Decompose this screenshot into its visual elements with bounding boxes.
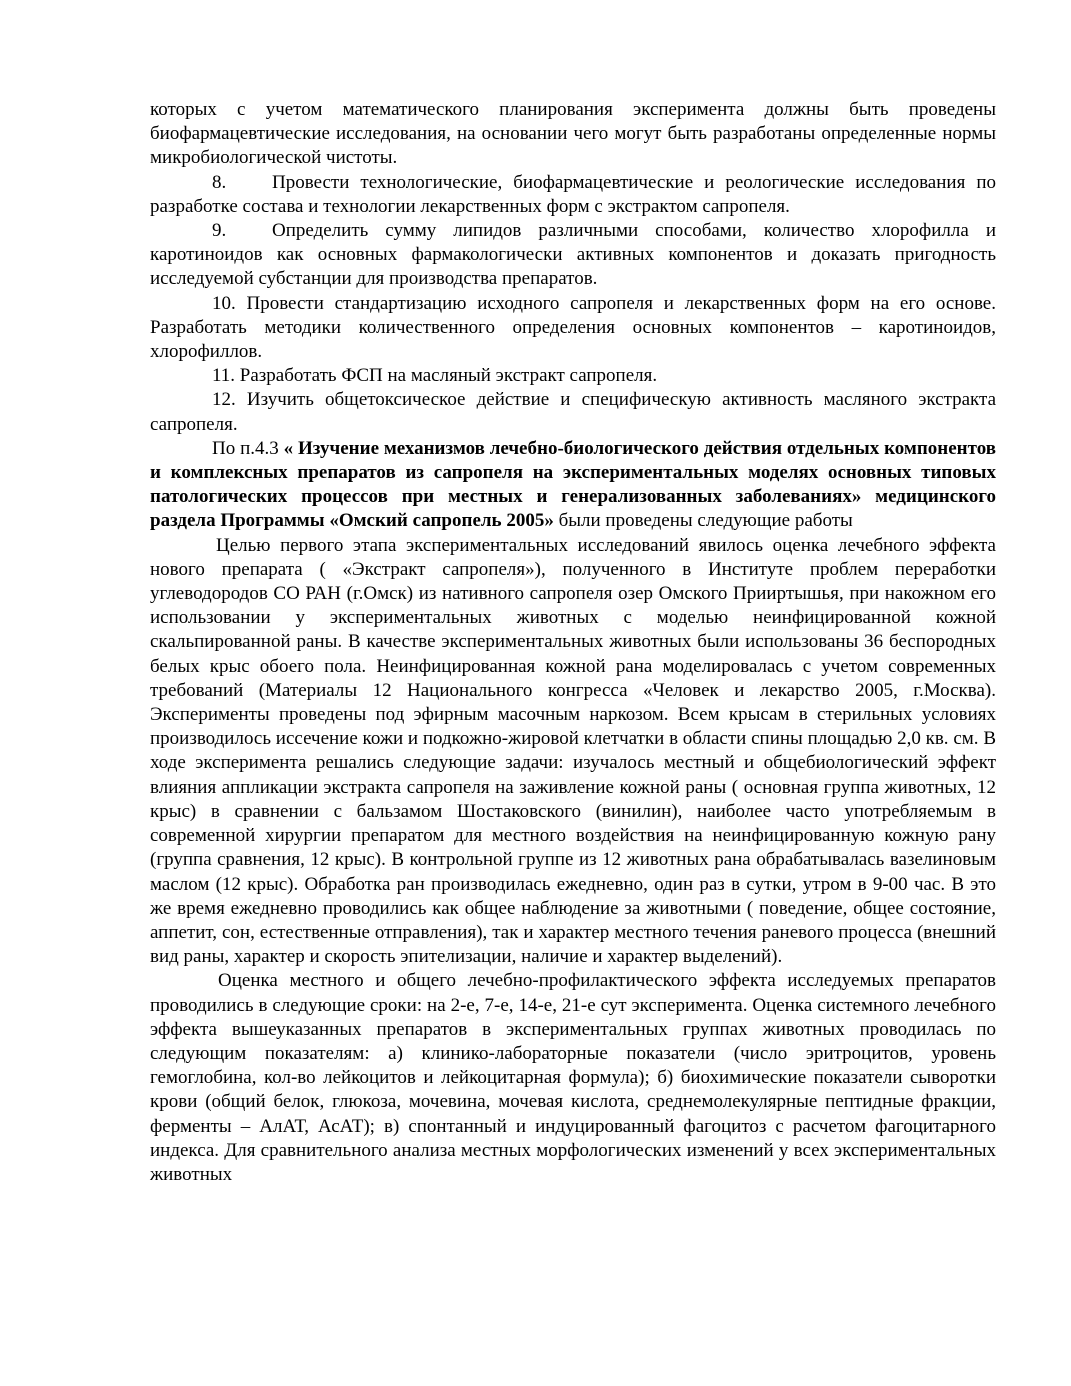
list-item-text: Определить сумму липидов различными способами, количество хлорофилла и каротиноидов как основных фармакологически активных компонентов и доказать пригодность исследуемой субстанции для производства препаратов. <box>150 220 996 290</box>
body-paragraph-evaluation: Оценка местного и общего лечебно-профилактического эффекта исследуемых препаратов проводились в следующие сроки: на 2-е, 7-е, 14-е, 21-е сут эксперимента. Оценка системного лечебного эффекта вышеуказанных препаратов в экспериментальных группах животных проводилась по следующим показателям: а) клинико-лабораторные показатели (число эритроцитов, уровень гемоглобина, кол-во лейкоцитов и лейкоцитарная формула); б) биохимические показатели сыворотки крови (общий белок, глюкоза, мочевина, мочевая кислота, среднемолекулярные пептидные фракции, ферменты – АлАТ, АсАТ); в) спонтанный и индуцированный фагоцитоз с расчетом фагоцитарного индекса. Для сравнительного анализа местных морфологических изменений у всех экспериментальных животных <box>150 970 996 1185</box>
list-item-text: Провести технологические, биофармацевтические и реологические исследования по разработке состава и технологии лекарственных форм с экстрактом сапропеля. <box>150 171 996 217</box>
list-item-9 <box>150 219 996 292</box>
section-prefix: По п.4.3 <box>212 437 284 459</box>
list-number: 8. <box>212 171 227 193</box>
paragraph-continuation: которых с учетом математического планирования эксперимента должны быть проведены биофармацевтические исследования, на основании чего могут быть разработаны определенные нормы микробиологической чистоты. <box>150 99 996 169</box>
list-item-8 <box>150 171 996 219</box>
body-paragraph-goal: Целью первого этапа экспериментальных исследований явилось оценка лечебного эффекта нового препарата ( «Экстракт сапропеля»), полученного в Институте проблем переработки углеводородов СО РАН (г.Омск) из нативного сапропеля озер Омского Прииртышья, при накожном его использовании у экспериментальных животных с моделью неинфицированной кожной скальпированной раны. В качестве экспериментальных животных были использованы 36 беспородных белых крыс обоего пола. Неинфицированная кожной рана моделировалась с учетом современных требований (Материалы 12 Национального конгресса «Человек и лекарство 2005, г.Москва). Эксперименты проведены под эфирным масочным наркозом. Всем крысам в стерильных условиях производилось иссечение кожи и подкожно-жировой клетчатки в области спины площадью 2,0 кв. см. В ходе эксперимента решались следующие задачи: изучалось местный и общебиологический эффект влияния аппликации экстракта сапропеля на заживление кожной раны ( основная группа животных, 12 крыс) в сравнении с бальзамом Шостаковского (винилин), наиболее часто употребляемым в современной хирургии препаратом для местного воздействия на неинфицированную кожную рану (группа сравнения, 12 крыс). В контрольной группе из 12 животных рана обрабатывалась вазелиновым маслом (12 крыс). Обработка ран производилась ежедневно, один раз в сутки, утром в 9-00 час. В это же время ежедневно проводились как общее наблюдение за животными ( поведение, общее состояние, аппетит, сон, естественные отправления), так и характер местного течения раневого процесса (внешний вид раны, характер и скорость эпителизации, наличие и характер выделений). <box>150 534 996 968</box>
section-suffix: были проведены следующие работы <box>553 510 853 532</box>
list-item-10: 10. Провести стандартизацию исходного сапропеля и лекарственных форм на его основе. Разработать методики количественного определения основных компонентов – каротиноидов, хлорофиллов. <box>150 292 996 363</box>
list-item-12: 12. Изучить общетоксическое действие и специфическую активность масляного экстракта сапропеля. <box>150 389 996 435</box>
document-page <box>150 98 996 1187</box>
list-item-11: 11. Разработать ФСП на масляный экстракт сапропеля. <box>212 365 658 387</box>
section-paragraph <box>150 437 996 534</box>
list-number: 9. <box>212 220 227 242</box>
section-title-bold: « Изучение механизмов лечебно-биологического действия отдельных компонентов и комплексных препаратов из сапропеля на экспериментальных моделях основных типовых патологических процессов при местных и генерализованных заболеваниях» медицинского раздела Программы «Омский сапропель 2005» <box>150 437 997 532</box>
